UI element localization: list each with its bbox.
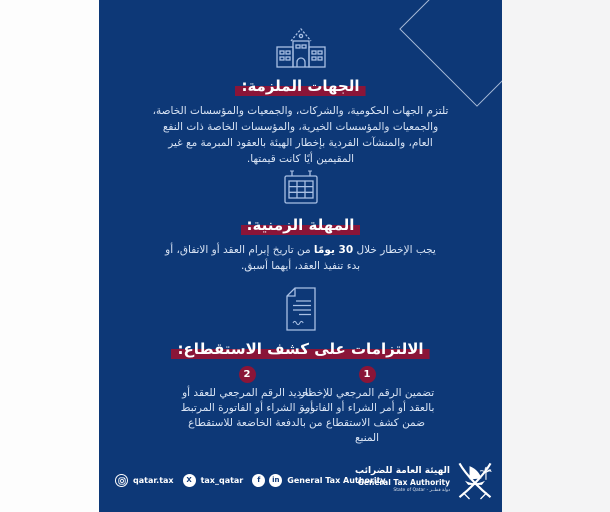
time-limit-text-prefix: يجب الإخطار خلال [353, 244, 436, 257]
item-1-text: تضمين الرقم المرجعي للإخطار بالعقد أو أمر الشراء أو الفاتورة ضمن كشف الاستقطاع من المنبع [299, 387, 435, 445]
withholding-items [99, 366, 502, 458]
right-margin [502, 0, 610, 512]
authority-logo-text [355, 466, 450, 493]
authority-name-arabic: الهيئة العامة للضرائب [355, 466, 450, 477]
time-limit-30-days: 30 يومًا [313, 244, 354, 257]
social-caption: General Tax Authority [287, 476, 386, 485]
section-title-withholding-obligations: الالتزامات على كشف الاستقطاع: [171, 339, 429, 359]
section-title-obligated-entities: الجهات الملزمة: [235, 76, 365, 96]
calendar-icon [281, 168, 321, 212]
section-obligated-entities [99, 25, 502, 167]
poster [99, 0, 502, 512]
building-icon [268, 25, 334, 73]
instagram-icon[interactable] [115, 474, 128, 487]
section-body-time-limit [160, 242, 442, 274]
section-withholding-obligations [99, 286, 502, 458]
authority-name-english: General Tax Authority [357, 477, 450, 487]
social-links [115, 474, 391, 487]
section-body-obligated-entities: تلتزم الجهات الحكومية، والشركات، والجمعيات والمؤسسات الخاصة، والجمعيات والمؤسسات الخيرية، والمؤسسات الخاصة ذات النفع العام، والمنشآت الفردية بإخطار الهيئة بالعقود المبرمة مع غير المقيمين أيًا كانت قيمتها. [152, 105, 449, 166]
document-icon [282, 286, 320, 336]
item-1-number-badge: 1 [359, 366, 376, 383]
withholding-item-2 [177, 366, 317, 431]
withholding-item-1 [297, 366, 437, 446]
authority-tagline: State of Qatar - دولة قطــر [393, 487, 450, 493]
time-limit-text-suffix: من تاريخ إبرام العقد أو الاتفاق، أو بدء تنفيذ العقد، أيهما أسبق. [165, 244, 361, 273]
section-time-limit [99, 168, 502, 274]
instagram-handle[interactable]: qatar.tax [133, 476, 174, 485]
x-icon[interactable]: X [183, 474, 196, 487]
linkedin-icon[interactable]: in [269, 474, 282, 487]
qatar-emblem-icon [454, 456, 496, 504]
item-2-number-badge: 2 [239, 366, 256, 383]
x-handle[interactable]: tax_qatar [200, 476, 244, 485]
section-title-time-limit: المهلة الزمنية: [241, 215, 361, 235]
facebook-icon[interactable]: f [252, 474, 265, 487]
authority-logo [355, 456, 496, 504]
item-2-text: تحديد الرقم المرجعي للعقد أو أمر الشراء أو الفاتورة المرتبط بالدفعة الخاضعة للاستقطاع [180, 387, 314, 430]
